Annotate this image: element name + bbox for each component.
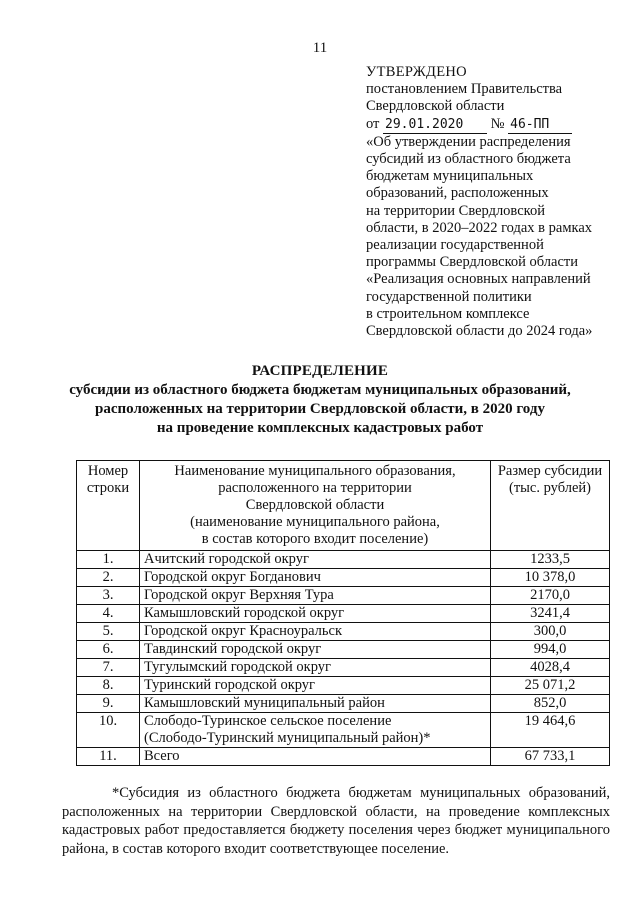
decree-title-line: программы Свердловской области <box>366 254 579 271</box>
subsidy-amount: 3241,4 <box>491 605 610 623</box>
decree-title-line: области, в 2020–2022 годах в рамках <box>366 219 593 236</box>
header-text: расположенного на территории <box>218 480 412 496</box>
decree-title-line: образований, расположенных <box>366 185 549 202</box>
decree-title-line: Свердловской области до 2024 года» <box>366 323 593 340</box>
header-text: (тыс. рублей) <box>509 480 591 496</box>
decree-title <box>366 134 636 340</box>
municipality-name-line: (Слободо-Туринский муниципальный район)* <box>144 730 431 746</box>
header-subsidy-amount <box>491 461 610 551</box>
header-row-number <box>77 461 140 551</box>
header-text: (наименование муниципального района, <box>190 514 440 530</box>
row-number: 3. <box>77 587 140 605</box>
footnote: *Субсидия из областного бюджета бюджетам муниципальных образований, расположенных на территории Свердловской области, на проведение комплексных кадастровых работ предоставляется бюджету поселения через бюджет муниципального района, в состав которого входит соответствующее поселение. <box>62 785 610 857</box>
decree-date: 29.01.2020 <box>383 116 487 134</box>
row-number: 7. <box>77 659 140 677</box>
subsidy-amount: 852,0 <box>491 695 610 713</box>
table-row-total <box>77 748 610 766</box>
total-label: Всего <box>140 748 491 766</box>
approval-block <box>366 64 636 340</box>
decree-title-line: на территории Свердловской <box>366 202 545 219</box>
total-amount: 67 733,1 <box>491 748 610 766</box>
row-number: 10. <box>77 713 140 748</box>
municipality-name: Городской округ Красноуральск <box>140 623 491 641</box>
municipality-name: Городской округ Верхняя Тура <box>140 587 491 605</box>
decree-title-line: государственной политики <box>366 288 532 305</box>
subsidy-amount: 25 071,2 <box>491 677 610 695</box>
table-header-row <box>77 461 610 551</box>
row-number: 2. <box>77 569 140 587</box>
decree-number: 46-ПП <box>508 116 572 134</box>
header-text: Размер субсидии <box>497 463 603 479</box>
row-number: 9. <box>77 695 140 713</box>
table-row <box>77 569 610 587</box>
heading-subtitle-line: на проведение комплексных кадастровых работ <box>156 420 484 436</box>
subsidy-table <box>76 460 610 766</box>
heading-subtitle-line: расположенных на территории Свердловской области, в 2020 году <box>95 401 545 417</box>
decree-title-line: субсидий из областного бюджета <box>366 151 571 168</box>
subsidy-amount: 300,0 <box>491 623 610 641</box>
row-number: 1. <box>77 551 140 569</box>
decree-title-line: «Реализация основных направлений <box>366 271 591 288</box>
header-municipality-name <box>140 461 491 551</box>
heading-subtitle-line: субсидии из областного бюджета бюджетам муниципальных образований, <box>69 382 571 398</box>
approval-line: Свердловской области <box>366 98 505 115</box>
table-row <box>77 659 610 677</box>
date-prefix: от <box>366 115 380 132</box>
municipality-name-line: Слободо-Туринское сельское поселение <box>144 713 392 729</box>
header-text: Наименование муниципального образования, <box>174 463 456 479</box>
municipality-name <box>140 713 491 748</box>
table-row <box>77 587 610 605</box>
subsidy-amount: 10 378,0 <box>491 569 610 587</box>
number-prefix: № <box>490 115 505 132</box>
header-text: Номер <box>87 463 129 479</box>
table-row <box>77 605 610 623</box>
table-row <box>77 713 610 748</box>
table-row <box>77 641 610 659</box>
table-row <box>77 695 610 713</box>
subsidy-amount: 4028,4 <box>491 659 610 677</box>
table-row <box>77 623 610 641</box>
decree-title-line: бюджетам муниципальных <box>366 168 534 185</box>
municipality-name: Камышловский городской округ <box>140 605 491 623</box>
header-text: строки <box>86 480 130 496</box>
subsidy-amount: 1233,5 <box>491 551 610 569</box>
decree-date-line <box>366 116 636 134</box>
header-text: в состав которого входит поселение) <box>201 531 429 547</box>
approval-title: УТВЕРЖДЕНО <box>366 64 467 80</box>
municipality-name: Туринский городской округ <box>140 677 491 695</box>
decree-title-line: реализации государственной <box>366 237 544 254</box>
subsidy-amount: 994,0 <box>491 641 610 659</box>
heading-title: РАСПРЕДЕЛЕНИЕ <box>251 363 389 379</box>
header-text: Свердловской области <box>245 497 385 513</box>
decree-title-line: в строительном комплексе <box>366 305 530 322</box>
page-number: 11 <box>312 40 328 56</box>
row-number: 5. <box>77 623 140 641</box>
row-number: 8. <box>77 677 140 695</box>
municipality-name: Ачитский городской округ <box>140 551 491 569</box>
table-row <box>77 677 610 695</box>
document-heading <box>0 362 640 438</box>
municipality-name: Тугулымский городской округ <box>140 659 491 677</box>
municipality-name: Тавдинский городской округ <box>140 641 491 659</box>
decree-title-line: «Об утверждении распределения <box>366 133 571 150</box>
row-number: 6. <box>77 641 140 659</box>
row-number: 11. <box>77 748 140 766</box>
approval-line: постановлением Правительства <box>366 81 563 98</box>
table-row <box>77 551 610 569</box>
subsidy-amount: 19 464,6 <box>491 713 610 748</box>
municipality-name: Камышловский муниципальный район <box>140 695 491 713</box>
subsidy-amount: 2170,0 <box>491 587 610 605</box>
row-number: 4. <box>77 605 140 623</box>
municipality-name: Городской округ Богданович <box>140 569 491 587</box>
